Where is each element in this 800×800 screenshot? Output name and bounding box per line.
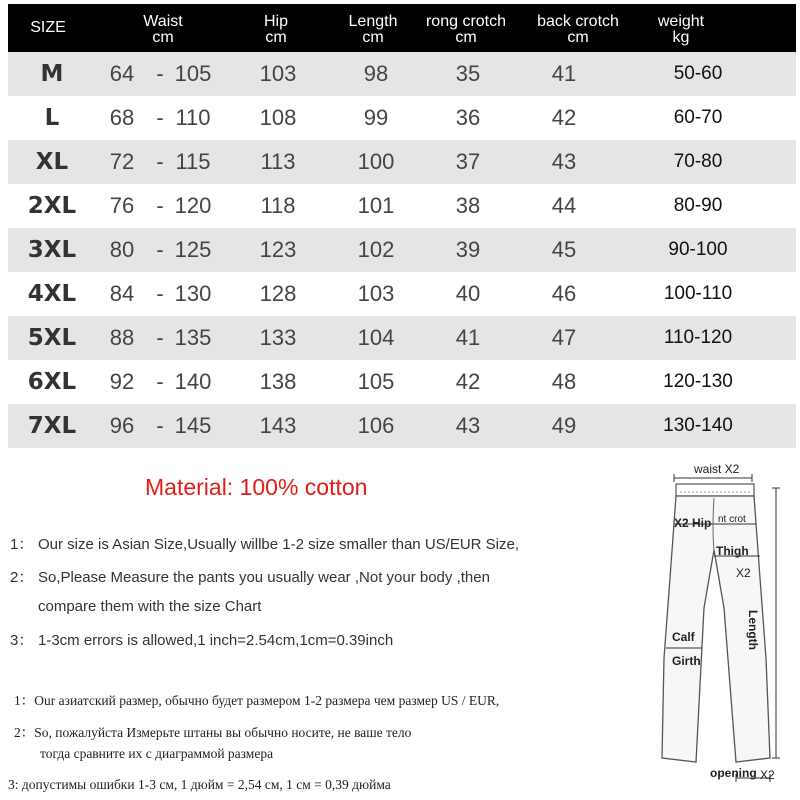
cell-waist-max: 145: [174, 413, 212, 438]
header-waist-unit: cm: [152, 29, 174, 46]
cell-waist-min: 84: [109, 281, 135, 306]
note-en-3-num: 3：: [10, 632, 34, 649]
size-table: [8, 4, 796, 448]
table-row: [8, 52, 796, 96]
note-en-1-text: Our size is Asian Size,Usually willbe 1-2 size smaller than US/EUR Size,: [38, 536, 520, 553]
diagram-hip-label: X2 Hip: [674, 516, 712, 530]
diagram-thigh-label: Thigh: [716, 544, 749, 558]
cell-waist-max: 130: [174, 281, 212, 306]
cell-front-crotch: 42: [455, 369, 481, 394]
cell-weight: 90-100: [668, 239, 728, 260]
cell-length: 105: [357, 369, 395, 394]
header-front-crotch-label: rong crotch: [425, 13, 507, 30]
cell-weight: 70-80: [673, 151, 723, 172]
cell-waist-max: 120: [174, 193, 212, 218]
cell-back-crotch: 48: [551, 369, 577, 394]
cell-waist-dash: -: [156, 149, 164, 174]
cell-size: 5XL: [27, 325, 77, 351]
cell-weight: 60-70: [673, 107, 723, 128]
cell-waist-dash: -: [156, 369, 164, 394]
note-en-3-text: 1-3cm errors is allowed,1 inch=2.54cm,1cm=0.39inch: [38, 632, 394, 649]
header-waist-label: Waist: [143, 13, 183, 30]
diagram-calf-label: Calf: [672, 630, 695, 644]
diagram-opening-x2-label: X2: [760, 768, 775, 782]
table-row: [8, 404, 796, 448]
cell-back-crotch: 41: [551, 61, 577, 86]
cell-size: 7XL: [27, 413, 77, 439]
diagram-waist-label: waist X2: [694, 462, 740, 476]
cell-length: 101: [357, 193, 395, 218]
header-back-crotch: [522, 14, 634, 46]
diagram-girth-label: Girth: [672, 654, 701, 668]
cell-length: 99: [363, 105, 389, 130]
cell-length: 98: [363, 61, 389, 86]
header-weight-label: weight: [657, 13, 705, 30]
cell-hip: 143: [259, 413, 297, 438]
cell-back-crotch: 42: [551, 105, 577, 130]
cell-waist-min: 88: [109, 325, 135, 350]
cell-waist-dash: -: [156, 325, 164, 350]
header-weight: [636, 14, 726, 46]
cell-back-crotch: 45: [551, 237, 577, 262]
header-length-label: Length: [348, 13, 398, 30]
cell-waist-max: 125: [174, 237, 212, 262]
header-hip-unit: cm: [265, 29, 287, 46]
pants-measurement-diagram: [652, 458, 798, 798]
cell-size: L: [44, 105, 60, 131]
cell-waist-min: 76: [109, 193, 135, 218]
cell-waist-max: 135: [174, 325, 212, 350]
table-row: [8, 140, 796, 184]
header-hip-label: Hip: [263, 13, 288, 30]
cell-front-crotch: 37: [455, 149, 481, 174]
cell-waist-dash: -: [156, 237, 164, 262]
cell-waist-max: 115: [175, 149, 211, 174]
note-ru-2: 2：So, пожалуйста Измерьте штаны вы обычно носите, не ваше тело: [14, 725, 412, 740]
cell-size: 6XL: [27, 369, 77, 395]
table-row: [8, 228, 796, 272]
table-row: [8, 316, 796, 360]
cell-back-crotch: 49: [551, 413, 577, 438]
header-front-crotch-unit: cm: [455, 29, 477, 46]
cell-back-crotch: 46: [551, 281, 577, 306]
note-en-3: [10, 629, 393, 650]
note-ru-3: 3: допустимы ошибки 1-3 см, 1 дюйм = 2,54 см, 1 см = 0,39 дюйма: [8, 777, 391, 792]
cell-waist-dash: -: [156, 105, 164, 130]
header-size: SIZE: [30, 19, 66, 36]
header-front-crotch: [416, 14, 516, 46]
cell-size: 2XL: [27, 193, 77, 219]
cell-front-crotch: 39: [455, 237, 481, 262]
cell-hip: 123: [259, 237, 297, 262]
header-length: [328, 14, 418, 46]
note-en-2-text: So,Please Measure the pants you usually wear ,Not your body ,then: [38, 569, 490, 586]
table-row: [8, 272, 796, 316]
diagram-thigh-x2-label: X2: [736, 566, 751, 580]
cell-weight: 110-120: [663, 327, 733, 348]
cell-hip: 118: [260, 193, 296, 218]
note-en-2-continued: compare them with the size Chart: [38, 598, 262, 615]
cell-length: 103: [357, 281, 395, 306]
cell-waist-dash: -: [156, 413, 164, 438]
header-back-crotch-label: back crotch: [537, 13, 619, 30]
cell-waist-max: 140: [174, 369, 212, 394]
cell-waist-max: 105: [174, 61, 212, 86]
cell-weight: 120-130: [663, 371, 733, 392]
cell-front-crotch: 40: [455, 281, 481, 306]
cell-waist-min: 72: [109, 149, 135, 174]
cell-waist-dash: -: [156, 193, 164, 218]
cell-waist-min: 92: [109, 369, 135, 394]
diagram-length-label: Length: [746, 610, 760, 650]
table-row: [8, 184, 796, 228]
note-en-2: [10, 566, 490, 587]
cell-waist-min: 96: [109, 413, 135, 438]
cell-weight: 50-60: [673, 63, 723, 84]
table-header: [8, 4, 796, 52]
note-ru-2-continued: тогда сравните их с диаграммой размера: [40, 746, 274, 761]
table-row: [8, 96, 796, 140]
cell-hip: 108: [259, 105, 297, 130]
cell-back-crotch: 43: [551, 149, 577, 174]
note-en-2-num: 2：: [10, 569, 34, 586]
cell-waist-max: 110: [175, 105, 211, 130]
cell-length: 106: [357, 413, 395, 438]
material-label: Material: 100% cotton: [145, 474, 368, 500]
cell-length: 102: [357, 237, 395, 262]
cell-size: 4XL: [27, 281, 77, 307]
header-hip: [246, 14, 306, 46]
cell-waist-dash: -: [156, 61, 164, 86]
cell-length: 100: [357, 149, 395, 174]
cell-front-crotch: 38: [455, 193, 481, 218]
cell-weight: 100-110: [663, 283, 733, 304]
cell-hip: 138: [259, 369, 297, 394]
cell-back-crotch: 47: [551, 325, 577, 350]
header-length-unit: cm: [362, 29, 384, 46]
diagram-crotch-label: nt crot: [718, 514, 746, 525]
cell-hip: 128: [259, 281, 297, 306]
diagram-opening-label: opening: [710, 766, 757, 780]
cell-front-crotch: 35: [455, 61, 481, 86]
cell-waist-min: 64: [109, 61, 135, 86]
header-waist: [118, 14, 208, 46]
cell-waist-dash: -: [156, 281, 164, 306]
table-body: [8, 52, 796, 448]
cell-size: M: [40, 61, 64, 87]
cell-size: 3XL: [27, 237, 77, 263]
note-en-1-num: 1：: [10, 536, 34, 553]
pants-outline-icon: [652, 458, 798, 798]
cell-waist-min: 80: [109, 237, 135, 262]
cell-hip: 113: [260, 149, 296, 174]
note-ru-1: 1：Our азиатский размер, обычно будет размером 1-2 размера чем размер US / EUR,: [14, 693, 500, 708]
cell-back-crotch: 44: [551, 193, 577, 218]
cell-waist-min: 68: [109, 105, 135, 130]
table-row: [8, 360, 796, 404]
cell-weight: 80-90: [673, 195, 723, 216]
cell-weight: 130-140: [663, 415, 733, 436]
cell-length: 104: [357, 325, 395, 350]
header-weight-unit: kg: [672, 29, 690, 46]
cell-hip: 103: [259, 61, 297, 86]
cell-front-crotch: 36: [455, 105, 481, 130]
header-back-crotch-unit: cm: [567, 29, 589, 46]
cell-front-crotch: 43: [455, 413, 481, 438]
cell-size: XL: [35, 149, 69, 175]
cell-hip: 133: [259, 325, 297, 350]
note-en-1: [10, 533, 519, 554]
cell-front-crotch: 41: [455, 325, 481, 350]
